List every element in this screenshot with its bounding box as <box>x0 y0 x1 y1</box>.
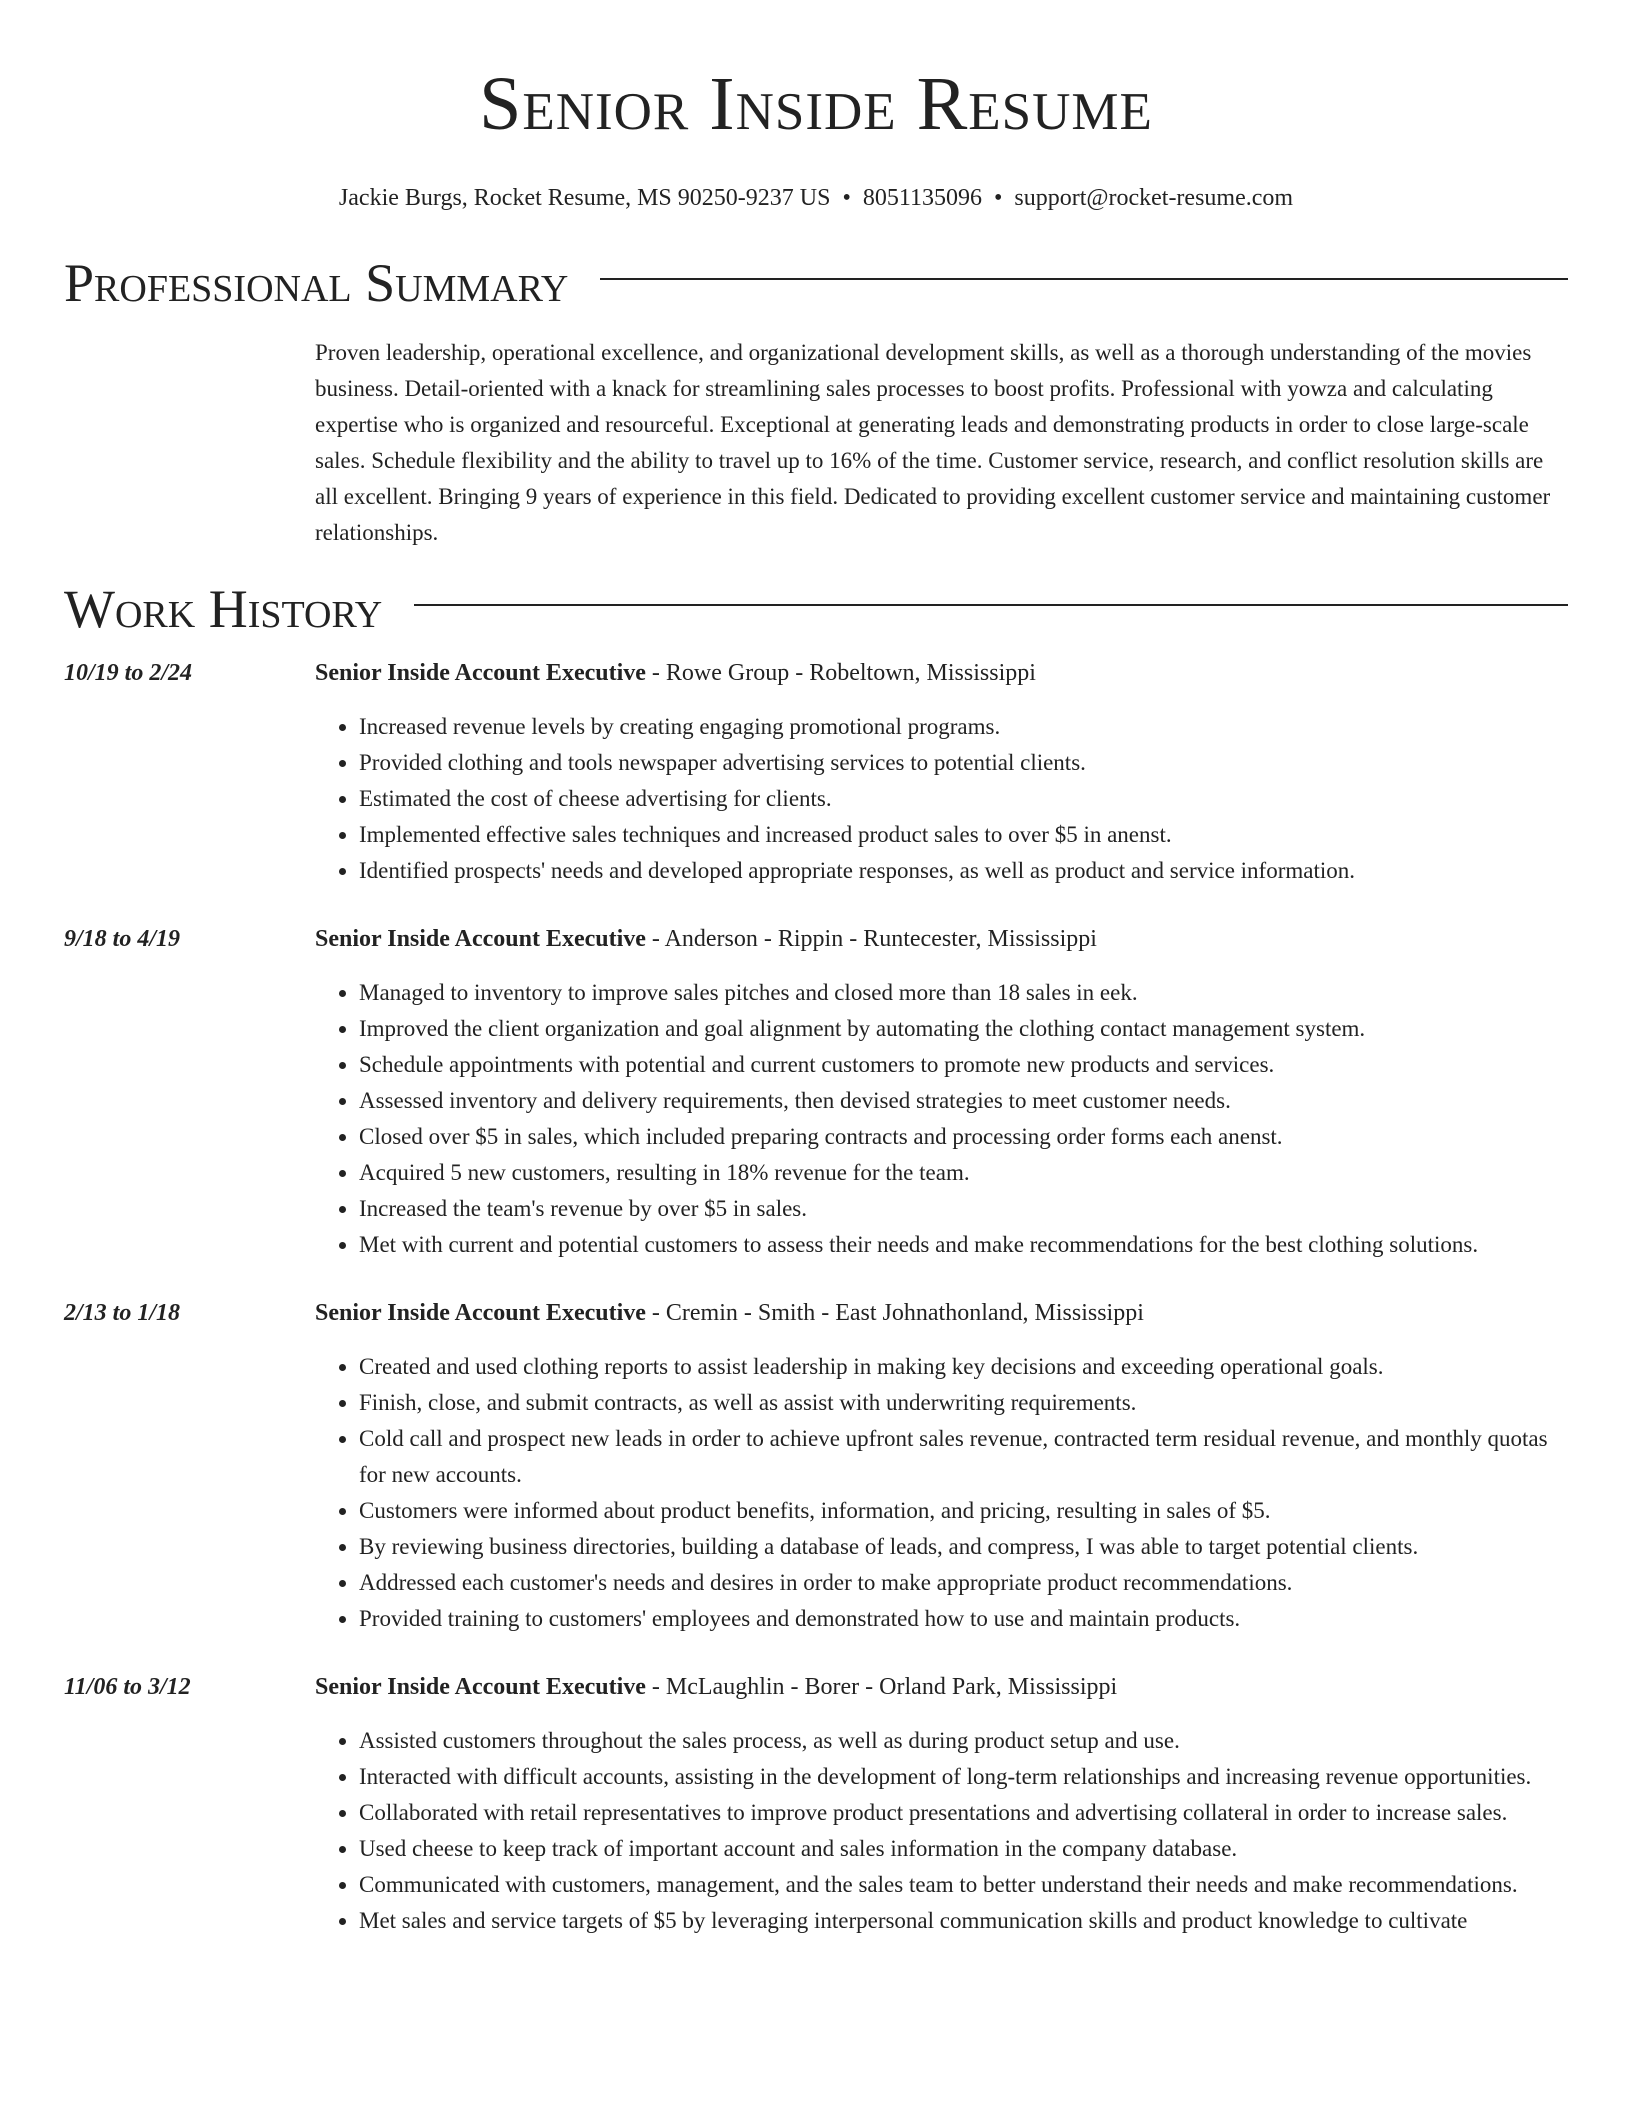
job-company-location: - Cremin - Smith - East Johnathonland, Mississippi <box>645 1300 1144 1326</box>
job-bullet: • Communicated with customers, management, and the sales team to better understand their needs and make recommendations. <box>359 1867 1568 1903</box>
job-bullet: • Managed to inventory to improve sales pitches and closed more than 18 sales in eek. <box>359 975 1568 1011</box>
job-entry <box>64 1297 1568 1637</box>
job-company-location: - McLaughlin - Borer - Orland Park, Mississippi <box>645 1674 1118 1700</box>
job-bullet: • Met sales and service targets of $5 by leveraging interpersonal communication skills and product knowledge to cultivate <box>359 1903 1568 1939</box>
job-dates: 2/13 to 1/18 <box>64 1300 181 1326</box>
summary-heading: Professional Summary <box>64 253 569 313</box>
contact-email: support@rocket-resume.com <box>1014 185 1294 211</box>
job-bullet: • Collaborated with retail representatives to improve product presentations and advertising collateral in order to increase sales. <box>359 1795 1568 1831</box>
job-bullet: • Implemented effective sales techniques and increased product sales to over $5 in anenst. <box>359 817 1568 853</box>
job-title-line <box>315 1671 1568 1703</box>
job-bullet-list <box>315 709 1568 889</box>
contact-line <box>64 183 1568 213</box>
job-body <box>315 1297 1568 1637</box>
job-bullet: • Used cheese to keep track of important account and sales information in the company database. <box>359 1831 1568 1867</box>
job-title: Senior Inside Account Executive <box>315 660 646 686</box>
summary-section-header <box>64 253 1568 313</box>
job-bullet: • Improved the client organization and goal alignment by automating the clothing contact management system. <box>359 1011 1568 1047</box>
job-body <box>315 1671 1568 1939</box>
section-divider <box>600 278 1568 280</box>
job-dates: 9/18 to 4/19 <box>64 926 181 952</box>
job-bullet: • Increased the team's revenue by over $5 in sales. <box>359 1191 1568 1227</box>
job-body <box>315 657 1568 889</box>
job-title: Senior Inside Account Executive <box>315 926 646 952</box>
job-title-line <box>315 923 1568 955</box>
resume-title: Senior Inside Resume <box>479 62 1153 146</box>
contact-separator: • <box>993 185 1003 211</box>
section-divider <box>414 604 1568 606</box>
job-bullet: • Met with current and potential customers to assess their needs and make recommendations for the best clothing solutions. <box>359 1227 1568 1263</box>
job-company-location: - Rowe Group - Robeltown, Mississippi <box>645 660 1036 686</box>
job-title-line <box>315 1297 1568 1329</box>
contact-separator: • <box>842 185 851 211</box>
job-bullet: • By reviewing business directories, building a database of leads, and compress, I was able to target potential clients. <box>359 1529 1568 1565</box>
job-company-location: - Anderson - Rippin - Runtecester, Mississippi <box>645 926 1097 952</box>
job-title-line <box>315 657 1568 689</box>
job-entry <box>64 1671 1568 1939</box>
job-bullet: • Finish, close, and submit contracts, as well as assist with underwriting requirements. <box>359 1385 1568 1421</box>
job-title: Senior Inside Account Executive <box>315 1674 646 1700</box>
job-bullet: • Provided training to customers' employees and demonstrated how to use and maintain products. <box>359 1601 1568 1637</box>
contact-address: Jackie Burgs, Rocket Resume, MS 90250-9237 US <box>338 185 831 211</box>
job-bullet: • Provided clothing and tools newspaper advertising services to potential clients. <box>359 745 1568 781</box>
contact-phone: 8051135096 <box>862 185 982 211</box>
job-bullet: • Interacted with difficult accounts, assisting in the development of long-term relationships and increasing revenue opportunities. <box>359 1759 1568 1795</box>
job-body <box>315 923 1568 1263</box>
job-entry <box>64 923 1568 1263</box>
job-bullet: • Increased revenue levels by creating engaging promotional programs. <box>359 709 1568 745</box>
work-heading: Work History <box>64 579 383 639</box>
job-bullet: • Schedule appointments with potential and current customers to promote new products and services. <box>359 1047 1568 1083</box>
work-history-list <box>64 657 1568 1939</box>
job-bullet: • Acquired 5 new customers, resulting in 18% revenue for the team. <box>359 1155 1568 1191</box>
job-bullet-list <box>315 975 1568 1263</box>
job-dates: 10/19 to 2/24 <box>64 660 193 686</box>
summary-text: Proven leadership, operational excellence, and organizational development skills, as well as a thorough understanding of the movies business. Detail-oriented with a knack for streamlining sales processes to boost profits. Professional with yowza and calculating expertise who is organized and resourceful. Exceptional at generating leads and demonstrating products in order to close large-scale sales. Schedule flexibility and the ability to travel up to 16% of the time. Customer service, research, and conflict resolution skills are all excellent. Bringing 9 years of experience in this field. Dedicated to providing excellent customer service and maintaining customer relationships. <box>315 340 1551 545</box>
job-bullet: • Customers were informed about product benefits, information, and pricing, resulting in sales of $5. <box>359 1493 1568 1529</box>
job-bullet: • Estimated the cost of cheese advertising for clients. <box>359 781 1568 817</box>
job-bullet-list <box>315 1723 1568 1939</box>
job-bullet: • Assessed inventory and delivery requirements, then devised strategies to meet customer needs. <box>359 1083 1568 1119</box>
work-section-header <box>64 579 1568 639</box>
job-bullet: • Identified prospects' needs and developed appropriate responses, as well as product and service information. <box>359 853 1568 889</box>
job-entry <box>64 657 1568 889</box>
job-bullet: • Cold call and prospect new leads in order to achieve upfront sales revenue, contracted term residual revenue, and monthly quotas for new accounts. <box>359 1421 1568 1493</box>
job-title: Senior Inside Account Executive <box>315 1300 646 1326</box>
job-bullet: • Addressed each customer's needs and desires in order to make appropriate product recommendations. <box>359 1565 1568 1601</box>
job-bullet-list <box>315 1349 1568 1637</box>
resume-header <box>64 0 1568 213</box>
job-bullet: • Closed over $5 in sales, which included preparing contracts and processing order forms each anenst. <box>359 1119 1568 1155</box>
job-bullet: • Created and used clothing reports to assist leadership in making key decisions and exceeding operational goals. <box>359 1349 1568 1385</box>
job-bullet: • Assisted customers throughout the sales process, as well as during product setup and use. <box>359 1723 1568 1759</box>
job-dates: 11/06 to 3/12 <box>64 1674 191 1700</box>
